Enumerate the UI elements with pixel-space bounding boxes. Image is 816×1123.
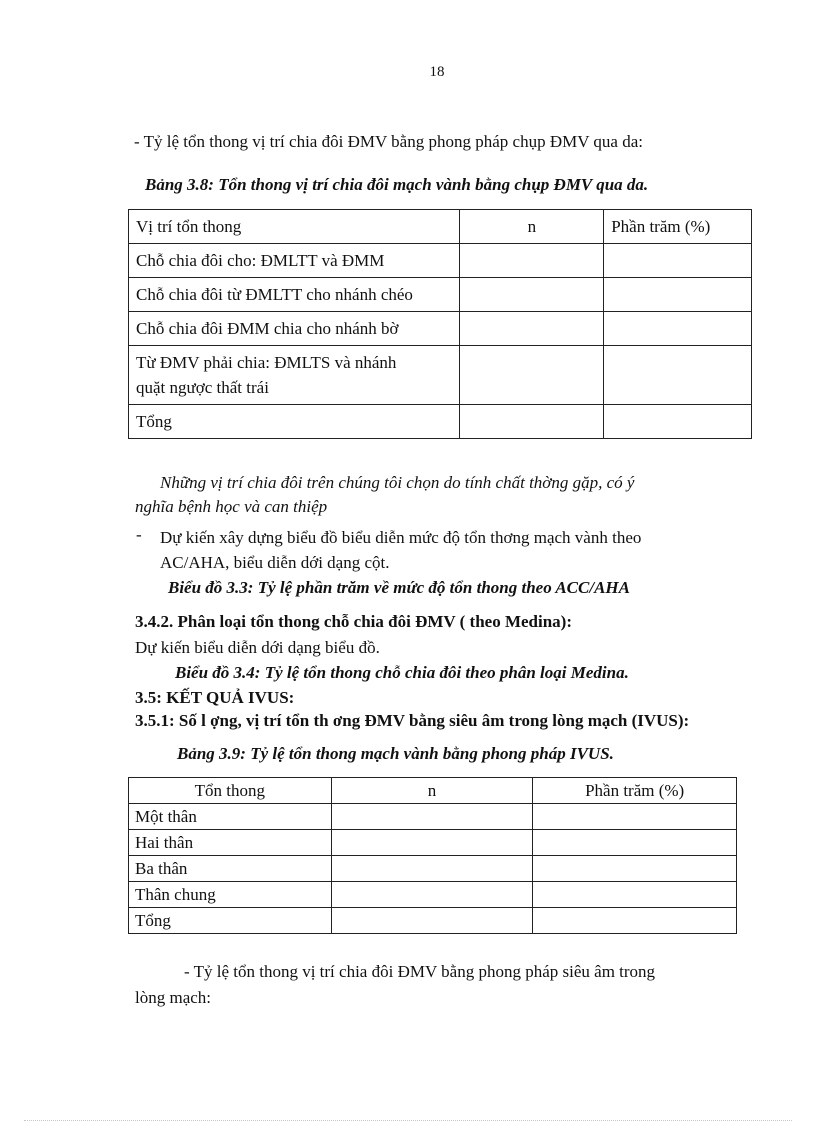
section-heading-3-5: 3.5: KẾT QUẢ IVUS: [135, 688, 295, 707]
table-row [129, 405, 752, 439]
table-cell [331, 856, 533, 882]
table-row [129, 882, 737, 908]
table-header-cell: Phần trăm (%) [604, 210, 752, 244]
table-cell-line: Từ ĐMV phải chia: ĐMLTS và nhánh [136, 353, 397, 372]
bullet-line-2: AC/AHA, biểu diễn dới dạng cột. [160, 553, 390, 572]
table-cell [331, 830, 533, 856]
page-number: 18 [429, 64, 445, 80]
intro-line: - Tỷ lệ tổn thong vị trí chia đôi ĐMV bằng phong pháp chụp ĐMV qua da: [134, 132, 643, 151]
table-cell [604, 244, 752, 278]
table-cell: Chỗ chia đôi cho: ĐMLTT và ĐMM [129, 244, 460, 278]
table-cell: Chỗ chia đôi ĐMM chia cho nhánh bờ [129, 312, 460, 346]
table-cell [533, 804, 737, 830]
table-cell [460, 278, 604, 312]
table-cell [533, 908, 737, 934]
table-row [129, 804, 737, 830]
note-line-1: Những vị trí chia đôi trên chúng tôi chọn do tính chất thờng gặp, có ý [160, 473, 635, 492]
table-cell [533, 856, 737, 882]
table-cell: Tổng [129, 908, 332, 934]
table-2-caption: Bảng 3.9: Tỷ lệ tổn thong mạch vành bằng phong pháp IVUS. [177, 744, 614, 763]
table-cell [331, 882, 533, 908]
table-header-cell: Vị trí tổn thong [129, 210, 460, 244]
table-cell: Một thân [129, 804, 332, 830]
table-cell [129, 346, 460, 405]
chart-caption-3-3: Biểu đồ 3.3: Tỷ lệ phần trăm về mức độ tổn thong theo ACC/AHA [168, 578, 630, 597]
closing-line-1: - Tỷ lệ tổn thong vị trí chia đôi ĐMV bằng phong pháp siêu âm trong [184, 962, 656, 981]
table-cell [460, 346, 604, 405]
table-cell: Chỗ chia đôi từ ĐMLTT cho nhánh chéo [129, 278, 460, 312]
table-header-cell: Tổn thong [129, 778, 332, 804]
table-1 [128, 209, 752, 439]
table-cell [460, 244, 604, 278]
bullet-mark: - [136, 525, 142, 544]
table-cell [533, 830, 737, 856]
section-heading-3-4-2: 3.4.2. Phân loại tổn thong chỗ chia đôi ĐMV ( theo Medina): [135, 612, 572, 631]
table-cell [460, 405, 604, 439]
table-cell: Tổng [129, 405, 460, 439]
table-header-row [129, 778, 737, 804]
section-3-4-2-text: Dự kiến biểu diễn dới dạng biểu đồ. [135, 638, 380, 657]
table-2 [128, 777, 737, 934]
table-row [129, 830, 737, 856]
table-cell [604, 278, 752, 312]
table-header-cell: n [460, 210, 604, 244]
table-cell: Thân chung [129, 882, 332, 908]
table-cell [331, 804, 533, 830]
table-header-cell: n [331, 778, 533, 804]
table-cell [460, 312, 604, 346]
table-row [129, 278, 752, 312]
table-cell [604, 312, 752, 346]
table-cell: Ba thân [129, 856, 332, 882]
table-header-row [129, 210, 752, 244]
table-row [129, 244, 752, 278]
bullet-line-1: Dự kiến xây dựng biểu đồ biểu diễn mức độ tổn thơng mạch vành theo [160, 528, 642, 547]
section-heading-3-5-1: 3.5.1: Số l ợng, vị trí tổn th ơng ĐMV bằng siêu âm trong lòng mạch (IVUS): [135, 711, 690, 730]
chart-caption-3-4: Biểu đồ 3.4: Tỷ lệ tổn thong chỗ chia đôi theo phân loại Medina. [175, 663, 629, 682]
table-row [129, 346, 752, 405]
table-row [129, 312, 752, 346]
bottom-divider [24, 1120, 792, 1121]
table-row [129, 908, 737, 934]
table-cell [604, 346, 752, 405]
table-1-caption: Bảng 3.8: Tổn thong vị trí chia đôi mạch vành bằng chụp ĐMV qua da. [145, 175, 649, 194]
table-cell [604, 405, 752, 439]
note-line-2: nghĩa bệnh học và can thiệp [135, 497, 328, 516]
table-cell [533, 882, 737, 908]
table-header-cell: Phần trăm (%) [533, 778, 737, 804]
table-cell [331, 908, 533, 934]
table-row [129, 856, 737, 882]
closing-line-2: lòng mạch: [135, 988, 212, 1007]
table-cell-line: quặt ngược thất trái [136, 378, 269, 397]
table-cell: Hai thân [129, 830, 332, 856]
